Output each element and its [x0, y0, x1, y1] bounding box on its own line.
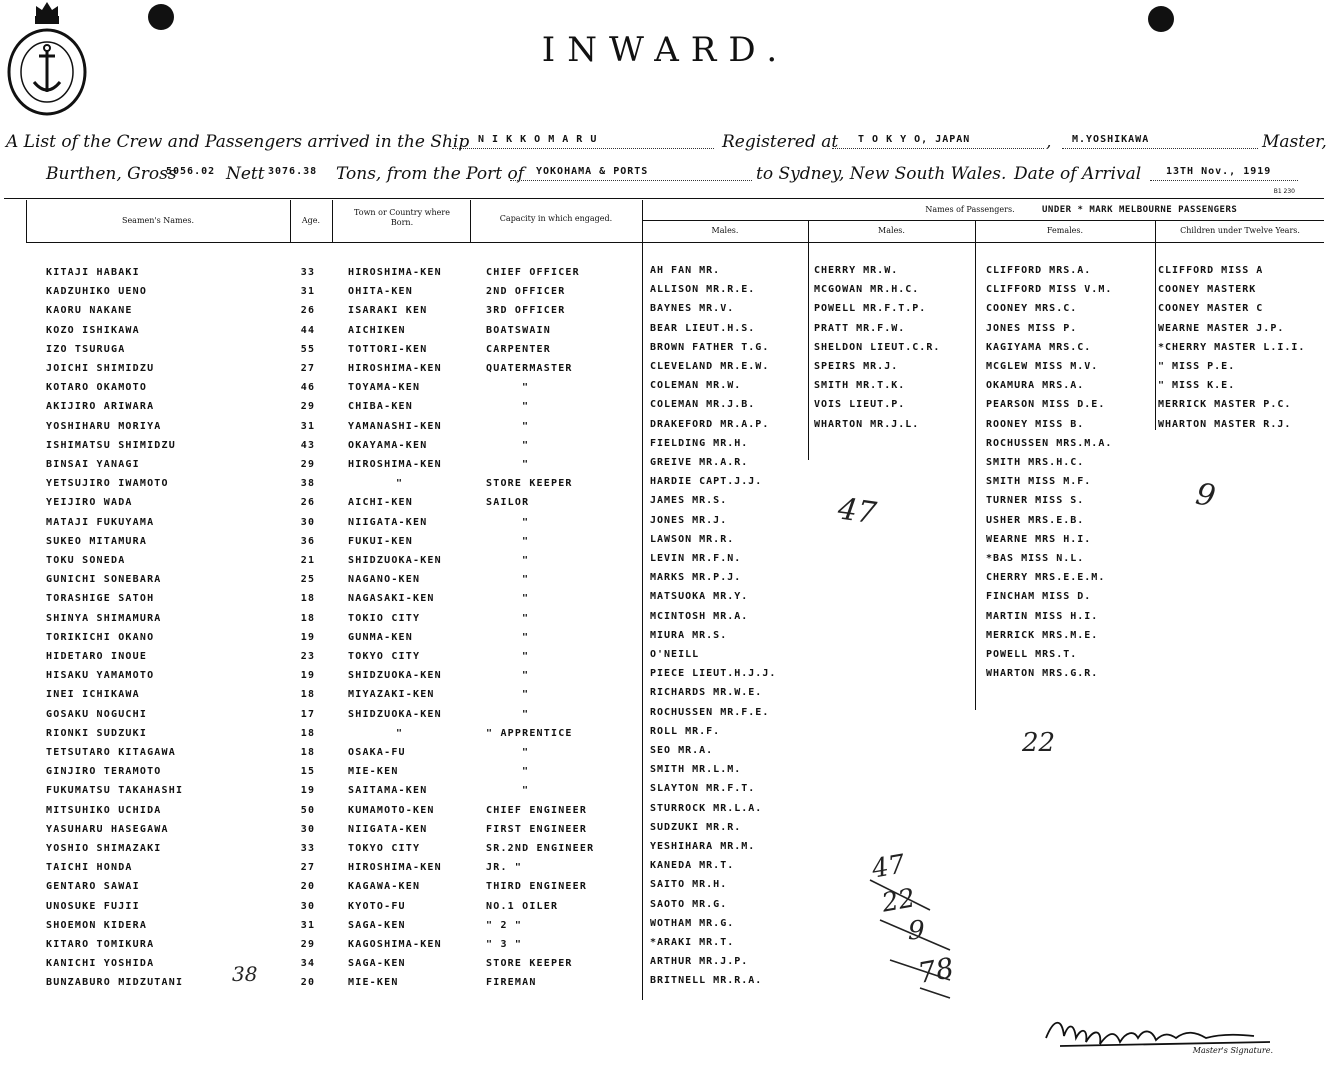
master-underline	[1062, 148, 1258, 149]
male-passenger: ALLISON MR.R.E.	[650, 284, 756, 296]
child-passenger: MERRICK MASTER P.C.	[1158, 399, 1292, 411]
female-passenger: COONEY MRS.C.	[986, 303, 1078, 315]
crew-age: 19	[300, 785, 316, 797]
header-comma: ,	[1046, 132, 1052, 152]
crew-name: TAICHI HONDA	[46, 862, 133, 874]
crew-name: MITSUHIKO UCHIDA	[46, 804, 162, 816]
crew-age: 29	[300, 939, 316, 950]
crew-capacity: "	[522, 708, 530, 720]
crew-age: 27	[300, 862, 316, 874]
gross-tons: 5056.02	[166, 166, 216, 177]
tons-label: Tons, from the Port of	[336, 164, 525, 184]
crew-name: SHINYA SHIMAMURA	[46, 612, 162, 624]
crew-name: MATAJI FUKUYAMA	[46, 516, 155, 528]
crew-age: 18	[300, 747, 316, 758]
female-passenger: MERRICK MRS.M.E.	[986, 629, 1099, 641]
handwritten-crew-count: 38	[232, 962, 258, 986]
crew-born: AICHIKEN	[348, 324, 406, 336]
master-name: M.YOSHIKAWA	[1072, 134, 1150, 145]
handwritten-males-count: 47	[835, 491, 879, 532]
col-passengers: Names of Passengers.	[925, 205, 1015, 214]
form-number: B1 230	[1273, 188, 1295, 195]
child-passenger: COONEY MASTER C	[1158, 303, 1264, 315]
crew-age: 27	[300, 363, 316, 374]
crew-age: 25	[300, 574, 316, 586]
crew-born: HIROSHIMA-KEN	[348, 363, 442, 374]
crew-born: CHIBA-KEN	[348, 401, 413, 413]
crew-name: UNOSUKE FUJII	[46, 900, 140, 912]
crew-capacity: "	[522, 670, 530, 682]
handwritten-children-count: 9	[1193, 476, 1218, 515]
crew-name: HISAKU YAMAMOTO	[46, 670, 155, 682]
male-passenger: *ARAKI MR.T.	[650, 937, 735, 948]
crew-capacity: "	[522, 420, 530, 432]
child-passenger: CLIFFORD MISS A	[1158, 265, 1264, 276]
arrival-date: 13TH Nov., 1919	[1166, 166, 1272, 177]
table-top-rule	[4, 198, 1324, 199]
male-passenger: BAYNES MR.V.	[650, 303, 735, 315]
crew-capacity: CHIEF OFFICER	[486, 267, 580, 278]
female-passenger: USHER MRS.E.B.	[986, 514, 1085, 526]
arrival-underline	[1150, 180, 1298, 181]
male-passenger: HARDIE CAPT.J.J.	[650, 476, 763, 488]
female-passenger: FINCHAM MISS D.	[986, 591, 1092, 603]
male-passenger: ARTHUR MR.J.P.	[650, 956, 749, 968]
male-passenger: JONES MR.J.	[650, 514, 728, 526]
male-passenger: COLEMAN MR.J.B.	[650, 399, 756, 411]
crew-name: BINSAI YANAGI	[46, 459, 140, 470]
crew-born: TOTTORI-KEN	[348, 343, 428, 355]
male-passenger: LAWSON MR.R.	[650, 533, 735, 545]
male-passenger: SHELDON LIEUT.C.R.	[814, 341, 941, 353]
crew-name: TORASHIGE SATOH	[46, 593, 155, 605]
male-passenger: SAITO MR.H.	[650, 879, 728, 891]
crew-capacity: FIREMAN	[486, 977, 537, 989]
crew-born: FUKUI-KEN	[348, 535, 413, 547]
male-passenger: WHARTON MR.J.L.	[814, 418, 920, 430]
crew-age: 55	[300, 343, 316, 355]
crew-capacity: "	[522, 785, 530, 797]
male-passenger: YESHIHARA MR.M.	[650, 841, 756, 852]
female-passenger: POWELL MRS.T.	[986, 649, 1078, 660]
female-passenger: WHARTON MRS.G.R.	[986, 668, 1099, 680]
male-passenger: SAOTO MR.G.	[650, 898, 728, 910]
male-passenger: KANEDA MR.T.	[650, 860, 735, 872]
crew-capacity: " 2 "	[486, 919, 523, 931]
male-passenger: MARKS MR.P.J.	[650, 572, 742, 584]
tally-strokes	[860, 870, 960, 1000]
col-rule-7	[1155, 220, 1156, 430]
crew-name: YETSUJIRO IWAMOTO	[46, 478, 169, 490]
crew-capacity: "	[522, 747, 530, 758]
crew-name: FUKUMATSU TAKAHASHI	[46, 785, 184, 797]
crew-age: 29	[300, 459, 316, 470]
crew-born: OSAKA-FU	[348, 747, 406, 758]
male-passenger: FIELDING MR.H.	[650, 437, 749, 449]
signature-label: Master's Signature.	[1192, 1046, 1273, 1055]
crew-born: GUNMA-KEN	[348, 631, 413, 643]
female-passenger: SMITH MISS M.F.	[986, 476, 1092, 488]
crew-born: TOKYO CITY	[348, 843, 421, 854]
male-passenger: SMITH MR.L.M.	[650, 764, 742, 776]
crew-capacity: "	[522, 382, 530, 394]
male-passenger: MATSUOKA MR.Y.	[650, 591, 749, 603]
male-passenger: LEVIN MR.F.N.	[650, 553, 742, 564]
handwritten-total-22: 22	[879, 883, 918, 919]
registered-underline	[832, 148, 1044, 149]
registered-label: Registered at	[722, 132, 839, 152]
crew-born: MIE-KEN	[348, 977, 399, 989]
male-passenger: STURROCK MR.L.A.	[650, 802, 763, 814]
crew-born: KAGAWA-KEN	[348, 881, 421, 893]
male-passenger: COLEMAN MR.W.	[650, 380, 742, 392]
male-passenger: SEO MR.A.	[650, 745, 714, 756]
crew-born: OHITA-KEN	[348, 286, 413, 298]
crew-name: HIDETARO INOUE	[46, 651, 148, 662]
crew-capacity: JR. "	[486, 862, 523, 874]
crew-name: INEI ICHIKAWA	[46, 689, 140, 701]
crew-age: 26	[300, 305, 316, 317]
crew-capacity: "	[522, 593, 530, 605]
female-passenger: ROCHUSSEN MRS.M.A.	[986, 437, 1113, 449]
crew-age: 33	[300, 267, 316, 278]
crew-name: BUNZABURO MIDZUTANI	[46, 977, 184, 989]
crew-born: SHIDZUOKA-KEN	[348, 708, 442, 720]
crew-age: 30	[300, 823, 316, 835]
male-passenger: SLAYTON MR.F.T.	[650, 783, 756, 795]
female-passenger: ROONEY MISS B.	[986, 418, 1085, 430]
crew-capacity: "	[522, 689, 530, 701]
crew-capacity: 2ND OFFICER	[486, 286, 566, 298]
crew-born: AICHI-KEN	[348, 497, 413, 509]
crew-capacity: " APPRENTICE	[486, 727, 573, 739]
page-title: INWARD.	[541, 30, 790, 70]
crew-age: 20	[300, 977, 316, 989]
crew-capacity: SAILOR	[486, 497, 530, 509]
port-underline	[510, 180, 752, 181]
male-passenger: ROCHUSSEN MR.F.E.	[650, 706, 770, 718]
crew-age: 29	[300, 401, 316, 413]
child-passenger: " MISS K.E.	[1158, 380, 1236, 392]
female-passenger: MCGLEW MISS M.V.	[986, 361, 1099, 372]
child-passenger: WHARTON MASTER R.J.	[1158, 418, 1292, 430]
crew-capacity: "	[522, 651, 530, 662]
male-passenger: PIECE LIEUT.H.J.J.	[650, 668, 777, 680]
female-passenger: OKAMURA MRS.A.	[986, 380, 1085, 392]
punch-hole-left	[148, 4, 174, 30]
crew-name: SHOEMON KIDERA	[46, 919, 148, 931]
crew-born: SAGA-KEN	[348, 958, 406, 970]
crew-born: TOKYO CITY	[348, 651, 421, 662]
crew-name: KITARO TOMIKURA	[46, 939, 155, 950]
female-passenger: *BAS MISS N.L.	[986, 553, 1085, 564]
crew-capacity: CARPENTER	[486, 343, 551, 355]
child-passenger: *CHERRY MASTER L.I.I.	[1158, 341, 1306, 353]
crew-capacity: " 3 "	[486, 939, 523, 950]
male-passenger: CLEVELAND MR.E.W.	[650, 361, 770, 372]
crew-name: YEIJIRO WADA	[46, 497, 133, 509]
male-passenger: SMITH MR.T.K.	[814, 380, 906, 392]
table-head-rule	[26, 242, 1324, 243]
crew-born: TOYAMA-KEN	[348, 382, 421, 394]
crew-name: RIONKI SUDZUKI	[46, 727, 148, 739]
crew-born: ISARAKI KEN	[348, 305, 428, 317]
crew-capacity: "	[522, 555, 530, 566]
col-seamen-names: Seamen's Names.	[121, 216, 195, 225]
crew-capacity: 3RD OFFICER	[486, 305, 566, 317]
crew-age: 50	[300, 804, 316, 816]
crew-age: 33	[300, 843, 316, 854]
crew-age: 15	[300, 766, 316, 778]
crew-name: GOSAKU NOGUCHI	[46, 708, 148, 720]
male-passenger: JAMES MR.S.	[650, 495, 728, 507]
crew-age: 36	[300, 535, 316, 547]
crew-name: GENTARO SAWAI	[46, 881, 140, 893]
male-passenger: MCINTOSH MR.A.	[650, 610, 749, 622]
col-females: Females.	[1046, 226, 1084, 235]
crew-capacity: THIRD ENGINEER	[486, 881, 588, 893]
crew-name: SUKEO MITAMURA	[46, 535, 148, 547]
crew-name: TORIKICHI OKANO	[46, 631, 155, 643]
crew-born: MIE-KEN	[348, 766, 399, 778]
crew-born: SAGA-KEN	[348, 919, 406, 931]
male-passenger: ROLL MR.F.	[650, 725, 721, 737]
male-passenger: VOIS LIEUT.P.	[814, 399, 906, 411]
crew-name: GUNICHI SONEBARA	[46, 574, 162, 586]
male-passenger: GREIVE MR.A.R.	[650, 457, 749, 468]
col-rule-6	[975, 220, 976, 710]
crew-born: TOKIO CITY	[348, 612, 421, 624]
male-passenger: O'NEILL	[650, 649, 700, 660]
crew-born: NIIGATA-KEN	[348, 823, 428, 835]
crew-capacity: NO.1 OILER	[486, 900, 559, 912]
handwritten-total-9: 9	[908, 916, 925, 946]
crew-capacity: "	[522, 401, 530, 413]
crew-born: YAMANASHI-KEN	[348, 420, 442, 432]
crew-name: JOICHI SHIMIDZU	[46, 363, 155, 374]
male-passenger: RICHARDS MR.W.E.	[650, 687, 763, 699]
col-children: Children under Twelve Years.	[1180, 226, 1300, 235]
crew-capacity: QUATERMASTER	[486, 363, 573, 374]
crew-capacity: "	[522, 459, 530, 470]
crew-age: 18	[300, 593, 316, 605]
male-passenger: PRATT MR.F.W.	[814, 322, 906, 334]
male-passenger: CHERRY MR.W.	[814, 265, 899, 276]
crew-name: YOSHIO SHIMAZAKI	[46, 843, 162, 854]
crew-capacity: "	[522, 631, 530, 643]
col-capacity: Capacity in which engaged.	[499, 214, 613, 223]
burthen-label: Burthen, Gross	[46, 164, 177, 184]
crew-capacity: SR.2ND ENGINEER	[486, 843, 595, 854]
crew-age: 38	[300, 478, 316, 490]
male-passenger: MCGOWAN MR.H.C.	[814, 284, 920, 296]
crew-capacity: "	[522, 439, 530, 451]
female-passenger: TURNER MISS S.	[986, 495, 1085, 507]
crew-capacity: FIRST ENGINEER	[486, 823, 588, 835]
crew-age: 43	[300, 439, 316, 451]
handwritten-total-78: 78	[915, 951, 957, 990]
passenger-sub-rule	[642, 220, 1324, 221]
crew-born: NAGASAKI-KEN	[348, 593, 435, 605]
crew-capacity: "	[522, 516, 530, 528]
crew-age: 18	[300, 689, 316, 701]
male-passenger: SUDZUKI MR.R.	[650, 821, 742, 833]
crew-name: KAORU NAKANE	[46, 305, 133, 317]
header-line1-prefix: A List of the Crew and Passengers arrived in the Ship	[6, 132, 470, 152]
col-rule-5	[808, 220, 809, 460]
crew-age: 31	[300, 286, 316, 298]
crew-age: 34	[300, 958, 316, 970]
crew-name: KANICHI YOSHIDA	[46, 958, 155, 970]
nett-label: Nett	[226, 164, 265, 184]
port-of-departure: YOKOHAMA & PORTS	[536, 166, 649, 177]
crew-age: 19	[300, 670, 316, 682]
crew-born: "	[396, 478, 404, 490]
crew-age: 21	[300, 555, 316, 566]
crew-name: YOSHIHARU MORIYA	[46, 420, 162, 432]
crew-age: 18	[300, 612, 316, 624]
master-label: Master,	[1262, 132, 1327, 152]
crew-born: OKAYAMA-KEN	[348, 439, 428, 451]
crew-name: TETSUTARO KITAGAWA	[46, 747, 176, 758]
crew-age: 31	[300, 420, 316, 432]
crew-capacity: BOATSWAIN	[486, 324, 551, 336]
male-passenger: POWELL MR.F.T.P.	[814, 303, 927, 315]
col-males-2: Males.	[878, 226, 905, 235]
crew-age: 23	[300, 651, 316, 662]
to-sydney-label: to Sydney, New South Wales.	[756, 164, 1007, 184]
ship-name: N I K K O M A R U	[478, 134, 598, 145]
crew-born: SHIDZUOKA-KEN	[348, 670, 442, 682]
child-passenger: COONEY MASTERK	[1158, 284, 1257, 296]
crew-age: 19	[300, 631, 316, 643]
child-passenger: WEARNE MASTER J.P.	[1158, 322, 1285, 334]
female-passenger: CHERRY MRS.E.E.M.	[986, 572, 1106, 584]
female-passenger: WEARNE MRS H.I.	[986, 533, 1092, 545]
crew-age: 44	[300, 324, 316, 336]
crew-capacity: "	[522, 574, 530, 586]
crew-born: HIROSHIMA-KEN	[348, 267, 442, 278]
crew-born: KUMAMOTO-KEN	[348, 804, 435, 816]
crew-age: 20	[300, 881, 316, 893]
female-passenger: MARTIN MISS H.I.	[986, 610, 1099, 622]
crew-born: SHIDZUOKA-KEN	[348, 555, 442, 566]
crew-born: "	[396, 727, 404, 739]
crew-capacity: "	[522, 535, 530, 547]
female-passenger: JONES MISS P.	[986, 322, 1078, 334]
crew-capacity: STORE KEEPER	[486, 478, 573, 490]
crew-age: 30	[300, 516, 316, 528]
ship-name-underline	[452, 148, 714, 149]
female-passenger: CLIFFORD MISS V.M.	[986, 284, 1113, 296]
registered-at: T O K Y O, JAPAN	[858, 134, 971, 145]
col-age: Age.	[301, 216, 321, 225]
crew-age: 18	[300, 727, 316, 739]
crew-age: 46	[300, 382, 316, 394]
female-passenger: PEARSON MISS D.E.	[986, 399, 1106, 411]
crew-born: SAITAMA-KEN	[348, 785, 428, 797]
crew-name: YASUHARU HASEGAWA	[46, 823, 169, 835]
nett-tons: 3076.38	[268, 166, 318, 177]
male-passenger: WOTHAM MR.G.	[650, 917, 735, 929]
female-passenger: CLIFFORD MRS.A.	[986, 265, 1092, 276]
crew-name: KITAJI HABAKI	[46, 267, 140, 278]
crew-name: KOTARO OKAMOTO	[46, 382, 148, 394]
crew-age: 17	[300, 708, 316, 720]
crew-born: KYOTO-FU	[348, 900, 406, 912]
crew-born: HIROSHIMA-KEN	[348, 862, 442, 874]
punch-hole-right	[1148, 6, 1174, 32]
crew-name: TOKU SONEDA	[46, 555, 126, 566]
crew-age: 31	[300, 919, 316, 931]
crew-name: ISHIMATSU SHIMIDZU	[46, 439, 176, 451]
crew-capacity: "	[522, 766, 530, 778]
crew-capacity: STORE KEEPER	[486, 958, 573, 970]
crew-name: KOZO ISHIKAWA	[46, 324, 140, 336]
male-passenger: BEAR LIEUT.H.S.	[650, 322, 756, 334]
col-rule-4	[642, 200, 643, 1000]
arrival-label: Date of Arrival	[1014, 164, 1142, 184]
crew-capacity: CHIEF ENGINEER	[486, 804, 588, 816]
handwritten-females-count: 22	[1022, 728, 1056, 758]
male-passenger: BROWN FATHER T.G.	[650, 341, 770, 353]
col-males-1: Males.	[711, 226, 739, 235]
crew-born: HIROSHIMA-KEN	[348, 459, 442, 470]
male-passenger: DRAKEFORD MR.A.P.	[650, 418, 770, 430]
crew-name: IZO TSURUGA	[46, 343, 126, 355]
male-passenger: MIURA MR.S.	[650, 629, 728, 641]
crew-born: NIIGATA-KEN	[348, 516, 428, 528]
crew-age: 30	[300, 900, 316, 912]
male-passenger: AH FAN MR.	[650, 265, 721, 276]
male-passenger: SPEIRS MR.J.	[814, 361, 899, 372]
male-passenger: BRITNELL MR.R.A.	[650, 975, 763, 987]
crew-name: AKIJIRO ARIWARA	[46, 401, 155, 413]
crew-born: MIYAZAKI-KEN	[348, 689, 435, 701]
crew-born: KAGOSHIMA-KEN	[348, 939, 442, 950]
crew-name: KADZUHIKO UENO	[46, 286, 148, 298]
child-passenger: " MISS P.E.	[1158, 361, 1236, 372]
col-rule-2	[332, 200, 333, 242]
handwritten-total-47: 47	[869, 849, 908, 885]
col-born: Town or Country where Born.	[354, 208, 450, 227]
crew-born: NAGANO-KEN	[348, 574, 421, 586]
crew-age: 26	[300, 497, 316, 509]
melbourne-note: UNDER * MARK MELBOURNE PASSENGERS	[1042, 205, 1238, 215]
crew-capacity: "	[522, 612, 530, 624]
female-passenger: KAGIYAMA MRS.C.	[986, 341, 1092, 353]
female-passenger: SMITH MRS.H.C.	[986, 457, 1085, 468]
crew-name: GINJIRO TERAMOTO	[46, 766, 162, 778]
